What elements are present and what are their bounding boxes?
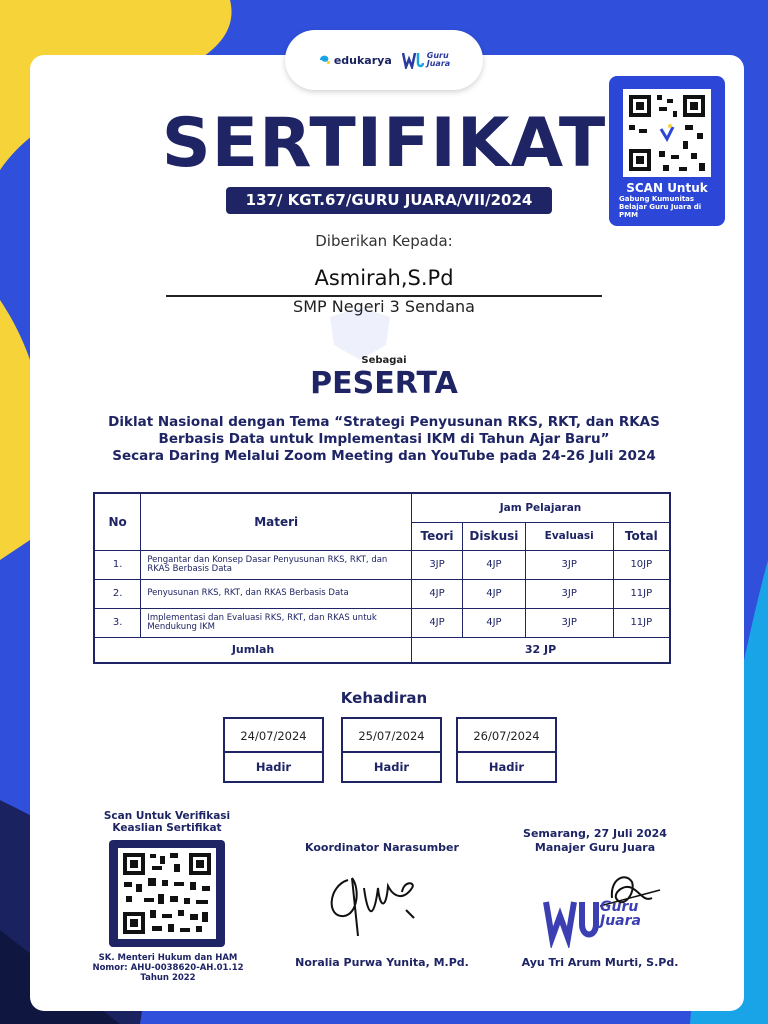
manager-signature-block bbox=[500, 827, 690, 855]
attendance-status: Hadir bbox=[373, 760, 410, 774]
stamp-text-line-1: Guru bbox=[600, 899, 639, 915]
row-evaluasi: 3JP bbox=[525, 608, 613, 637]
given-to-label: Diberikan Kepada: bbox=[315, 232, 453, 250]
edukarya-text: edukarya bbox=[333, 53, 392, 67]
row-no: 3. bbox=[94, 608, 141, 637]
qr-code-icon bbox=[623, 89, 711, 177]
header-teori: Teori bbox=[412, 522, 463, 550]
header-total: Total bbox=[613, 522, 670, 550]
edukarya-mark-icon bbox=[318, 55, 332, 65]
coordinator-role: Koordinator Narasumber bbox=[305, 841, 459, 854]
row-materi: Penyusunan RKS, RKT, dan RKAS Berbasis Data bbox=[141, 579, 412, 608]
attendance-date: 24/07/2024 bbox=[225, 719, 322, 753]
manager-name: Ayu Tri Arum Murti, S.Pd. bbox=[521, 956, 679, 969]
attendance-date: 26/07/2024 bbox=[458, 719, 555, 753]
row-materi: Pengantar dan Konsep Dasar Penyusunan RKS, RKT, dan RKAS Berbasis Data bbox=[141, 550, 412, 579]
attendance-title: Kehadiran bbox=[340, 689, 428, 707]
manager-role: Manajer Guru Juara bbox=[534, 841, 656, 854]
qr-join-code[interactable] bbox=[623, 89, 711, 177]
guru-juara-text-2: Juara bbox=[426, 59, 451, 68]
description-line-1: Diklat Nasional dengan Tema “Strategi Penyusunan RKS, RKT, dan RKAS bbox=[108, 414, 660, 430]
attendance-date: 25/07/2024 bbox=[343, 719, 440, 753]
description-line-3: Secara Daring Melalui Zoom Meeting dan YouTube pada 24-26 Juli 2024 bbox=[112, 448, 656, 464]
guru-juara-logo bbox=[402, 51, 450, 69]
jumlah-label: Jumlah bbox=[94, 637, 412, 663]
recipient-name: Asmirah,S.Pd bbox=[314, 266, 454, 290]
jumlah-value: 32 JP bbox=[412, 637, 670, 663]
qr-verification-card[interactable] bbox=[109, 840, 225, 947]
edukarya-logo bbox=[318, 54, 392, 67]
table-row bbox=[94, 579, 670, 608]
coordinator-signature bbox=[318, 858, 438, 943]
header-no: No bbox=[94, 493, 141, 550]
certificate-title: SERTIFIKAT bbox=[161, 104, 607, 183]
stamp-text bbox=[600, 900, 660, 928]
row-teori: 4JP bbox=[412, 579, 463, 608]
verification-title bbox=[82, 810, 252, 834]
attendance-day-1 bbox=[223, 717, 324, 783]
qr-join-card[interactable] bbox=[609, 76, 725, 226]
qr-verification-code[interactable] bbox=[118, 848, 216, 939]
sk-line-3: Tahun 2022 bbox=[140, 973, 196, 983]
verification-line-1: Scan Untuk Verifikasi bbox=[103, 810, 231, 822]
sk-line-2: Nomor: AHU-0038620-AH.01.12 bbox=[92, 963, 244, 973]
row-no: 1. bbox=[94, 550, 141, 579]
materials-table bbox=[93, 492, 671, 664]
header-jam: Jam Pelajaran bbox=[412, 493, 670, 522]
attendance-day-2 bbox=[341, 717, 442, 783]
guru-juara-text-1: Guru bbox=[426, 51, 449, 60]
row-evaluasi: 3JP bbox=[525, 550, 613, 579]
row-teori: 3JP bbox=[412, 550, 463, 579]
row-total: 11JP bbox=[613, 608, 670, 637]
row-diskusi: 4JP bbox=[462, 608, 525, 637]
row-teori: 4JP bbox=[412, 608, 463, 637]
event-description bbox=[60, 414, 708, 465]
attendance-status: Hadir bbox=[488, 760, 525, 774]
qr-code-icon bbox=[118, 848, 216, 939]
attendance-day-3 bbox=[456, 717, 557, 783]
table-total-row bbox=[94, 637, 670, 663]
row-diskusi: 4JP bbox=[462, 579, 525, 608]
logo-pill bbox=[285, 30, 483, 90]
row-materi: Implementasi dan Evaluasi RKS, RKT, dan RKAS untuk Mendukung IKM bbox=[141, 608, 412, 637]
description-line-2: Berbasis Data untuk Implementasi IKM di Tahun Ajar Baru” bbox=[158, 431, 610, 447]
qr-join-subtitle: Gabung Kumunitas Belajar Guru Juara di PMM bbox=[619, 195, 702, 219]
row-total: 10JP bbox=[613, 550, 670, 579]
verification-line-2: Keaslian Sertifikat bbox=[112, 822, 222, 834]
as-label: Sebagai bbox=[361, 355, 407, 366]
certificate-number: 137/ KGT.67/GURU JUARA/VII/2024 bbox=[226, 187, 552, 214]
sk-info bbox=[78, 953, 258, 983]
header-diskusi: Diskusi bbox=[462, 522, 525, 550]
attendance-status: Hadir bbox=[255, 760, 292, 774]
row-no: 2. bbox=[94, 579, 141, 608]
guru-juara-mark-icon bbox=[402, 51, 424, 69]
stamp-text-line-2: Juara bbox=[600, 913, 641, 929]
header-evaluasi: Evaluasi bbox=[525, 522, 613, 550]
table-row bbox=[94, 608, 670, 637]
place-date: Semarang, 27 Juli 2024 bbox=[523, 827, 667, 840]
recipient-school: SMP Negeri 3 Sendana bbox=[293, 297, 475, 316]
qr-join-title: SCAN Untuk bbox=[626, 181, 708, 195]
header-materi: Materi bbox=[141, 493, 412, 550]
row-total: 11JP bbox=[613, 579, 670, 608]
coordinator-name: Noralia Purwa Yunita, M.Pd. bbox=[295, 956, 469, 969]
row-evaluasi: 3JP bbox=[525, 579, 613, 608]
sk-line-1: SK. Menteri Hukum dan HAM bbox=[98, 953, 238, 963]
recipient-role: PESERTA bbox=[310, 366, 458, 401]
row-diskusi: 4JP bbox=[462, 550, 525, 579]
table-row bbox=[94, 550, 670, 579]
